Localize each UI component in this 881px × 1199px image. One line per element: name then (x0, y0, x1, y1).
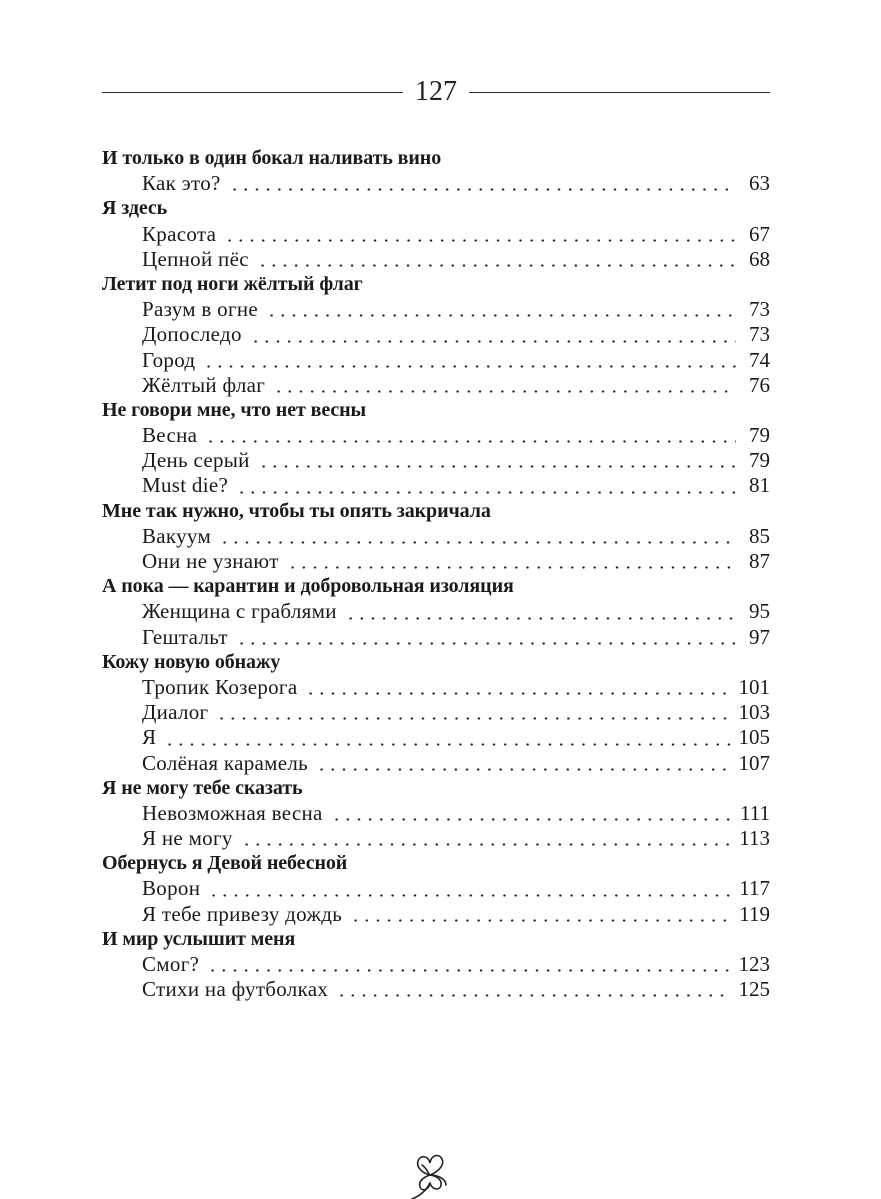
dot-leader (273, 373, 744, 398)
toc-entry (142, 222, 770, 247)
entry-page-number: 111 (740, 800, 770, 825)
entry-title: Жёлтый флаг (142, 372, 266, 397)
dot-leader (350, 902, 739, 927)
header-rule-left (102, 92, 403, 93)
entry-title: Разум в огне (142, 297, 259, 322)
dot-leader (208, 876, 739, 901)
dot-leader (205, 423, 744, 448)
toc-entry (142, 423, 770, 448)
section-title: Я не могу тебе сказать (102, 776, 303, 799)
entry-title: Невозможная весна (142, 800, 323, 825)
entry-page-number: 85 (749, 523, 770, 548)
toc-entry (142, 171, 770, 196)
entry-page-number: 97 (749, 624, 770, 649)
entry-page-number: 81 (749, 473, 770, 498)
entry-page-number: 119 (739, 901, 770, 926)
dot-leader (258, 448, 744, 473)
toc-entry (142, 801, 770, 826)
section-title: Кожу новую обнажу (102, 650, 281, 673)
toc-entry (142, 599, 770, 624)
entry-page-number: 125 (738, 977, 770, 1002)
table-of-contents (102, 146, 770, 1002)
entry-title: Цепной пёс (142, 246, 249, 271)
entry-title: Гештальт (142, 624, 228, 649)
section-title: Не говори мне, что нет весны (102, 398, 367, 421)
entry-page-number: 101 (738, 674, 770, 699)
toc-entry (142, 876, 770, 901)
entry-title: Я (142, 725, 157, 750)
toc-entry (142, 725, 770, 750)
toc-entry (142, 675, 770, 700)
entry-title: Must die? (142, 473, 229, 498)
dot-leader (257, 247, 744, 272)
floral-ornament-icon (400, 1145, 460, 1199)
toc-entry (142, 952, 770, 977)
entry-title: Женщина с граблями (142, 599, 337, 624)
page-number: 127 (415, 76, 457, 107)
dot-leader (229, 171, 744, 196)
toc-entry (142, 322, 770, 347)
entry-page-number: 117 (739, 876, 770, 901)
section-title: Летит под ноги жёлтый флаг (102, 272, 363, 295)
dot-leader (331, 801, 740, 826)
entry-page-number: 73 (749, 322, 770, 347)
toc-entry (142, 826, 770, 851)
entry-page-number: 107 (738, 750, 770, 775)
toc-entry (142, 977, 770, 1002)
toc-entry (142, 751, 770, 776)
dot-leader (216, 700, 738, 725)
entry-title: День серый (142, 448, 250, 473)
dot-leader (219, 524, 744, 549)
toc-entry (142, 524, 770, 549)
dot-leader (207, 952, 738, 977)
toc-entry (142, 247, 770, 272)
toc-entry (142, 448, 770, 473)
dot-leader (336, 977, 738, 1002)
section-title: Я здесь (102, 197, 168, 220)
dot-leader (287, 549, 744, 574)
toc-entry (142, 373, 770, 398)
dot-leader (345, 599, 744, 624)
entry-title: Весна (142, 423, 198, 448)
dot-leader (241, 826, 740, 851)
dot-leader (236, 625, 744, 650)
entry-page-number: 63 (749, 171, 770, 196)
dot-leader (305, 675, 738, 700)
entry-title: Вакуум (142, 523, 212, 548)
dot-leader (164, 725, 738, 750)
dot-leader (203, 348, 744, 373)
entry-page-number: 123 (738, 952, 770, 976)
dot-leader (224, 222, 744, 247)
dot-leader (266, 297, 744, 322)
entry-title: Допоследо (142, 322, 242, 347)
section-title: И мир услышит меня (102, 927, 296, 950)
entry-title: Диалог (142, 700, 209, 725)
toc-entry (142, 902, 770, 927)
entry-title: Я тебе привезу дождь (142, 901, 343, 926)
entry-title: Я не могу (142, 826, 233, 851)
entry-page-number: 79 (749, 423, 770, 448)
section-title: А пока — карантин и добровольная изоляция (102, 575, 514, 598)
entry-title: Красота (142, 221, 217, 246)
page-header (102, 74, 770, 110)
toc-entry (142, 700, 770, 725)
section-title: И только в один бокал наливать вино (102, 147, 442, 169)
entry-title: Солёная карамель (142, 750, 308, 775)
toc-entry (142, 549, 770, 574)
entry-page-number: 79 (749, 448, 770, 473)
entry-title: Стихи на футболках (142, 977, 329, 1002)
dot-leader (250, 322, 744, 347)
entry-page-number: 68 (749, 246, 770, 271)
entry-page-number: 74 (749, 347, 770, 372)
toc-entry (142, 348, 770, 373)
section-title: Обернусь я Девой небесной (102, 852, 348, 875)
entry-title: Ворон (142, 876, 201, 901)
entry-title: Как это? (142, 171, 221, 196)
entry-title: Они не узнают (142, 549, 279, 573)
toc-entry (142, 473, 770, 498)
header-rule-right (469, 92, 770, 93)
dot-leader (316, 751, 739, 776)
entry-title: Смог? (142, 952, 200, 976)
entry-page-number: 103 (738, 700, 770, 725)
entry-title: Тропик Козерога (142, 674, 298, 699)
entry-page-number: 95 (749, 599, 770, 624)
entry-page-number: 73 (749, 297, 770, 322)
entry-page-number: 113 (739, 826, 770, 851)
section-title: Мне так нужно, чтобы ты опять закричала (102, 499, 491, 522)
toc-entry (142, 625, 770, 650)
entry-title: Город (142, 347, 196, 372)
toc-entry (142, 297, 770, 322)
dot-leader (236, 473, 744, 498)
entry-page-number: 76 (749, 372, 770, 397)
entry-page-number: 105 (738, 725, 770, 750)
entry-page-number: 87 (749, 549, 770, 573)
entry-page-number: 67 (749, 221, 770, 246)
